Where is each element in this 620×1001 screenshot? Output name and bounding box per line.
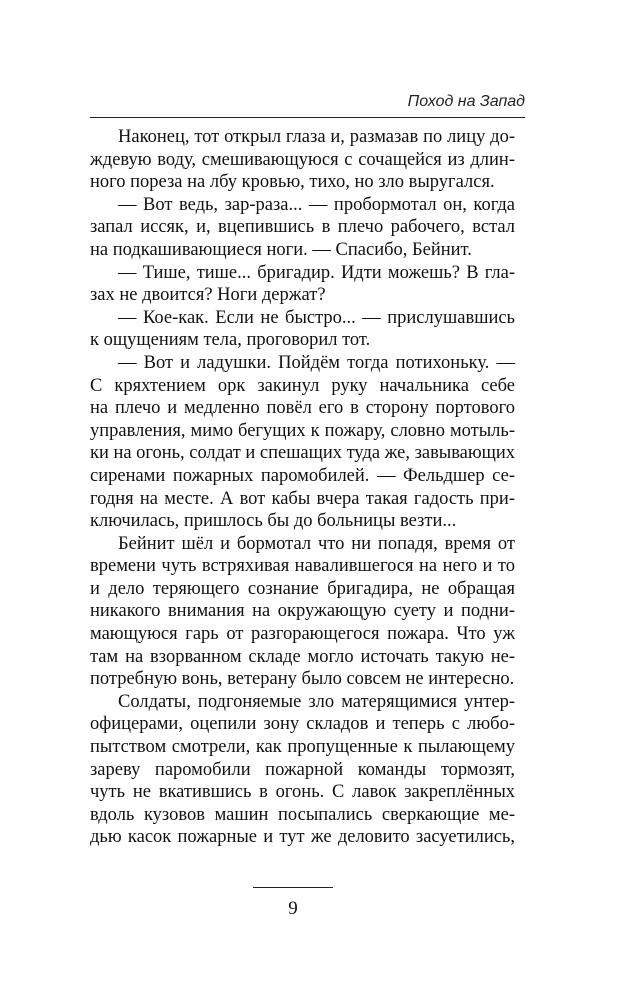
footer-rule xyxy=(253,887,333,888)
text-line: зах не двоится? Ноги держат? xyxy=(90,285,326,306)
text-line: пытством смотрели, как пропущенные к пылающему xyxy=(90,737,515,758)
text-line: вдоль кузовов машин посыпались сверкающие ме- xyxy=(90,804,515,825)
text-line: офицерами, оцепили зону складов и теперь с любо- xyxy=(90,714,515,735)
text-line: на плечо и медленно повёл его в сторону портового xyxy=(90,398,515,419)
running-header: Поход на Запад xyxy=(407,93,525,110)
text-line: там на взорванном складе могло источать такую не- xyxy=(90,646,515,667)
text-line: управления, мимо бегущих к пожару, словно мотыль- xyxy=(90,420,515,441)
text-line: потребную вонь, ветерану было совсем не интересно. xyxy=(90,669,515,690)
text-line: — Кое-как. Если не быстро... — прислушавшись xyxy=(118,307,515,328)
text-line: ки на огонь, солдат и спешащих туда же, завывающих xyxy=(90,443,515,464)
page-number: 9 xyxy=(288,898,298,919)
text-line: на подкашивающиеся ноги. — Спасибо, Бейнит. xyxy=(90,239,472,260)
body-text xyxy=(90,126,515,849)
header-rule xyxy=(90,117,525,118)
text-line: — Вот ведь, зар-раза... — пробормотал он, когда xyxy=(118,194,515,215)
text-line: годня на месте. А вот кабы вчера такая гадость при- xyxy=(90,488,515,509)
text-line: времени чуть встряхивая навалившегося на него и то xyxy=(90,556,515,577)
text-line: Солдаты, подгоняемые зло матерящимися унтер- xyxy=(118,691,515,712)
text-line: мающуюся гарь от разгорающегося пожара. Что уж xyxy=(90,624,515,645)
text-line: Бейнит шёл и бормотал что ни попадя, время от xyxy=(118,533,515,554)
text-line: ного пореза на лбу кровью, тихо, но зло выругался. xyxy=(90,172,495,193)
text-line: ключилась, пришлось бы до больницы везти... xyxy=(90,511,457,532)
text-line: ждевую воду, смешивающуюся с сочащейся из длин- xyxy=(90,149,515,170)
text-line: запал иссяк, и, вцепившись в плечо рабочего, встал xyxy=(90,217,515,238)
text-line: чуть не вкатившись в огонь. С лавок закреплённых xyxy=(90,782,515,803)
text-line: к ощущениям тела, проговорил тот. xyxy=(90,330,371,351)
text-line: — Тише, тише... бригадир. Идти можешь? В гла- xyxy=(118,262,515,283)
text-line: С кряхтением орк закинул руку начальника себе xyxy=(90,375,515,396)
text-line: Наконец, тот открыл глаза и, размазав по лицу до- xyxy=(118,127,515,147)
text-line: сиренами пожарных паромобилей. — Фельдшер се- xyxy=(90,465,515,486)
text-line: и дело теряющего сознание бригадира, не обращая xyxy=(90,578,515,599)
text-line: дью касок пожарные и тут же деловито засуетились, xyxy=(90,827,515,848)
text-line: — Вот и ладушки. Пойдём тогда потихоньку. — xyxy=(118,352,515,373)
text-line: никакого внимания на окружающую суету и подни- xyxy=(90,601,515,622)
text-line: зареву паромобили пожарной команды тормозят, xyxy=(90,759,515,780)
